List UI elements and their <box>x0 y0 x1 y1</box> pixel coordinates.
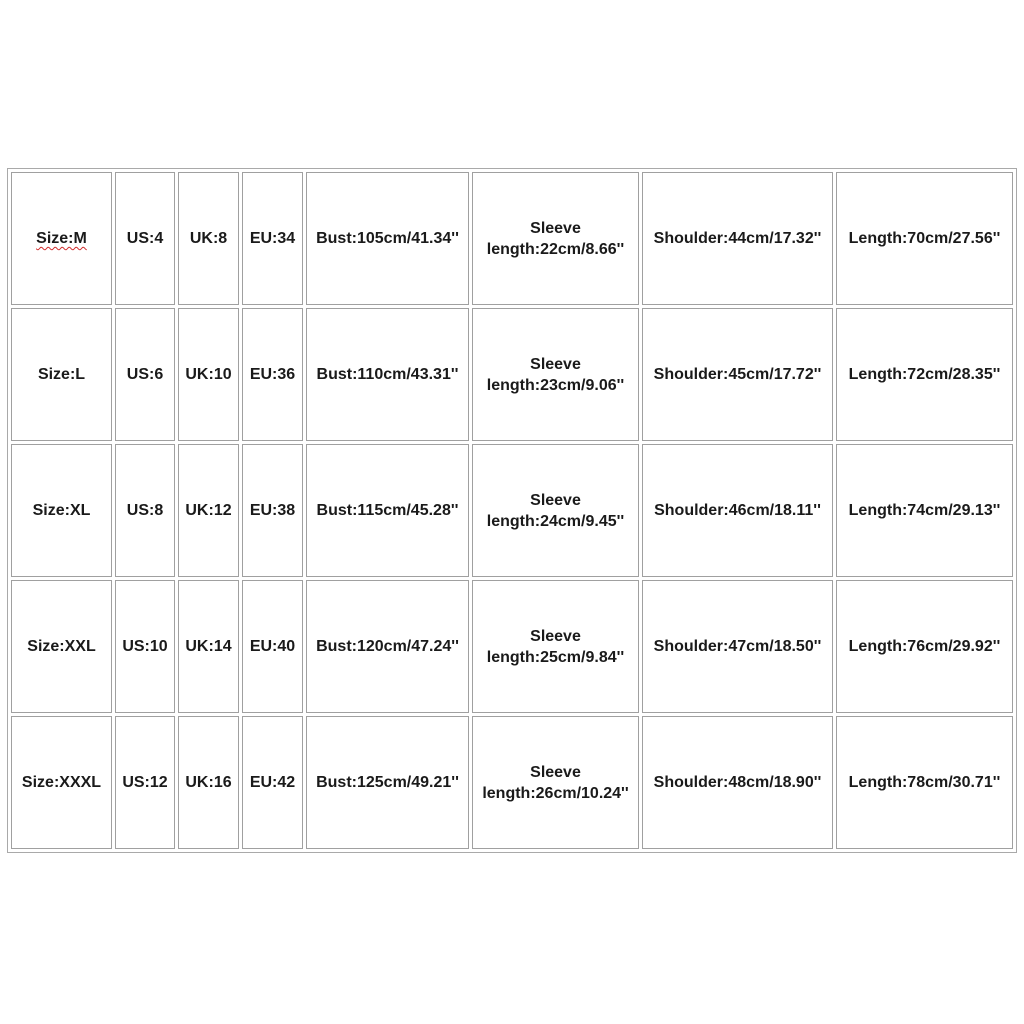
length-cell: Length:76cm/29.92'' <box>836 580 1013 713</box>
sleeve-cell <box>472 172 639 305</box>
sleeve-length-value: length:22cm/8.66'' <box>486 240 625 258</box>
sleeve-cell <box>472 444 639 577</box>
size-cell <box>11 580 112 713</box>
size-label: Size:XL <box>32 502 91 519</box>
length-cell: Length:70cm/27.56'' <box>836 172 1013 305</box>
shoulder-cell: Shoulder:48cm/18.90'' <box>642 716 833 849</box>
us-size-cell: US:6 <box>115 308 175 441</box>
sleeve-label: Sleeve <box>530 627 581 645</box>
size-cell <box>11 308 112 441</box>
size-label: Size:M <box>36 230 87 247</box>
bust-cell: Bust:120cm/47.24'' <box>306 580 469 713</box>
bust-cell: Bust:105cm/41.34'' <box>306 172 469 305</box>
shoulder-cell: Shoulder:45cm/17.72'' <box>642 308 833 441</box>
sleeve-cell <box>472 716 639 849</box>
sleeve-length-value: length:26cm/10.24'' <box>482 784 629 802</box>
size-row-xxl <box>11 580 1013 713</box>
sleeve-label: Sleeve <box>530 491 581 509</box>
uk-size-cell: UK:14 <box>178 580 239 713</box>
uk-size-cell: UK:10 <box>178 308 239 441</box>
bust-cell: Bust:110cm/43.31'' <box>306 308 469 441</box>
sleeve-label: Sleeve <box>530 763 581 781</box>
eu-size-cell: EU:40 <box>242 580 303 713</box>
us-size-cell: US:12 <box>115 716 175 849</box>
eu-size-cell: EU:38 <box>242 444 303 577</box>
uk-size-cell: UK:16 <box>178 716 239 849</box>
sleeve-label: Sleeve <box>530 355 581 373</box>
length-cell: Length:74cm/29.13'' <box>836 444 1013 577</box>
bust-cell: Bust:125cm/49.21'' <box>306 716 469 849</box>
uk-size-cell: UK:8 <box>178 172 239 305</box>
eu-size-cell: EU:36 <box>242 308 303 441</box>
eu-size-cell: EU:42 <box>242 716 303 849</box>
size-row-xxxl <box>11 716 1013 849</box>
size-label: Size:XXXL <box>21 774 102 791</box>
shoulder-cell: Shoulder:46cm/18.11'' <box>642 444 833 577</box>
sleeve-label: Sleeve <box>530 219 581 237</box>
shoulder-cell: Shoulder:47cm/18.50'' <box>642 580 833 713</box>
size-row-m <box>11 172 1013 305</box>
size-row-l <box>11 308 1013 441</box>
size-cell <box>11 172 112 305</box>
sleeve-length-value: length:23cm/9.06'' <box>486 376 625 394</box>
size-label: Size:L <box>37 366 86 383</box>
length-cell: Length:72cm/28.35'' <box>836 308 1013 441</box>
size-label: Size:XXL <box>27 638 96 655</box>
sleeve-length-value: length:25cm/9.84'' <box>486 648 625 666</box>
bust-cell: Bust:115cm/45.28'' <box>306 444 469 577</box>
sleeve-cell <box>472 308 639 441</box>
size-cell <box>11 716 112 849</box>
uk-size-cell: UK:12 <box>178 444 239 577</box>
size-cell <box>11 444 112 577</box>
size-chart-table <box>7 168 1017 853</box>
size-row-xl <box>11 444 1013 577</box>
us-size-cell: US:10 <box>115 580 175 713</box>
us-size-cell: US:8 <box>115 444 175 577</box>
shoulder-cell: Shoulder:44cm/17.32'' <box>642 172 833 305</box>
length-cell: Length:78cm/30.71'' <box>836 716 1013 849</box>
sleeve-cell <box>472 580 639 713</box>
us-size-cell: US:4 <box>115 172 175 305</box>
eu-size-cell: EU:34 <box>242 172 303 305</box>
sleeve-length-value: length:24cm/9.45'' <box>486 512 625 530</box>
